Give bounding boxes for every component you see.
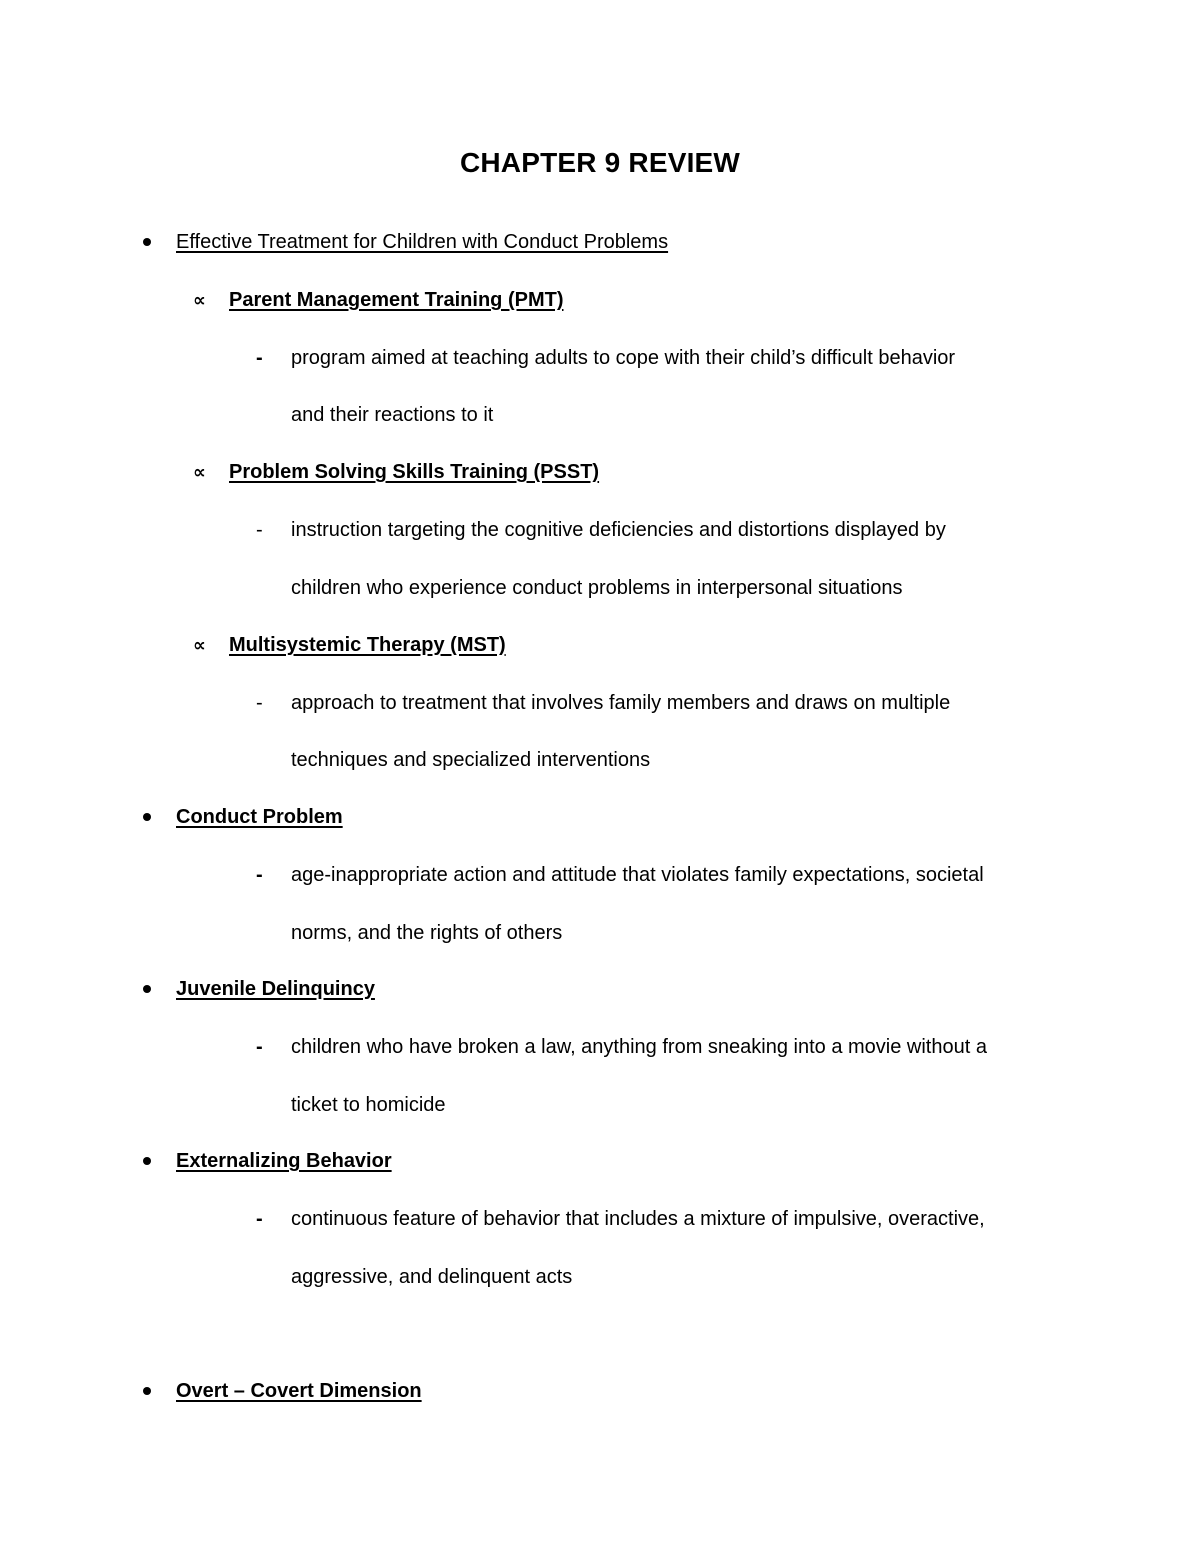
definition-line: ticket to homicide [291,1094,446,1116]
dash-bullet-icon: - [256,1036,263,1058]
proportional-bullet-icon: ∝ [193,635,206,655]
section-heading: Juvenile Delinquincy [176,978,375,1000]
definition-line: children who experience conduct problems in interpersonal situations [291,577,903,599]
dash-bullet-icon: - [256,519,263,541]
subsection-heading: Parent Management Training (PMT) [229,289,564,311]
definition-line: continuous feature of behavior that includes a mixture of impulsive, overactive, [291,1208,985,1230]
section-heading: Conduct Problem [176,806,343,828]
page-title: CHAPTER 9 REVIEW [459,147,741,178]
dash-bullet-icon: - [256,692,263,714]
definition-line: program aimed at teaching adults to cope with their child’s difficult behavior [291,347,956,369]
section-heading: Effective Treatment for Children with Conduct Problems [176,231,669,253]
definition-line: approach to treatment that involves family members and draws on multiple [291,692,951,714]
definition-line: and their reactions to it [291,404,494,426]
definition-line: aggressive, and delinquent acts [291,1266,573,1288]
proportional-bullet-icon: ∝ [193,290,206,310]
section-heading: Externalizing Behavior [176,1150,392,1172]
bullet-icon [143,1387,151,1395]
definition-line: instruction targeting the cognitive deficiencies and distortions displayed by [291,519,946,541]
section-heading: Overt – Covert Dimension [176,1380,422,1402]
dash-bullet-icon: - [256,864,263,886]
bullet-icon [143,238,151,246]
dash-bullet-icon: - [256,1208,263,1230]
definition-line: age-inappropriate action and attitude that violates family expectations, societal [291,864,984,886]
bullet-icon [143,813,151,821]
definition-line: children who have broken a law, anything from sneaking into a movie without a [291,1036,987,1058]
dash-bullet-icon: - [256,347,263,369]
proportional-bullet-icon: ∝ [193,462,206,482]
subsection-heading: Multisystemic Therapy (MST) [229,634,506,656]
bullet-icon [143,1157,151,1165]
subsection-heading: Problem Solving Skills Training (PSST) [229,461,600,483]
bullet-icon [143,985,151,993]
definition-line: norms, and the rights of others [291,922,563,944]
definition-line: techniques and specialized interventions [291,749,651,771]
